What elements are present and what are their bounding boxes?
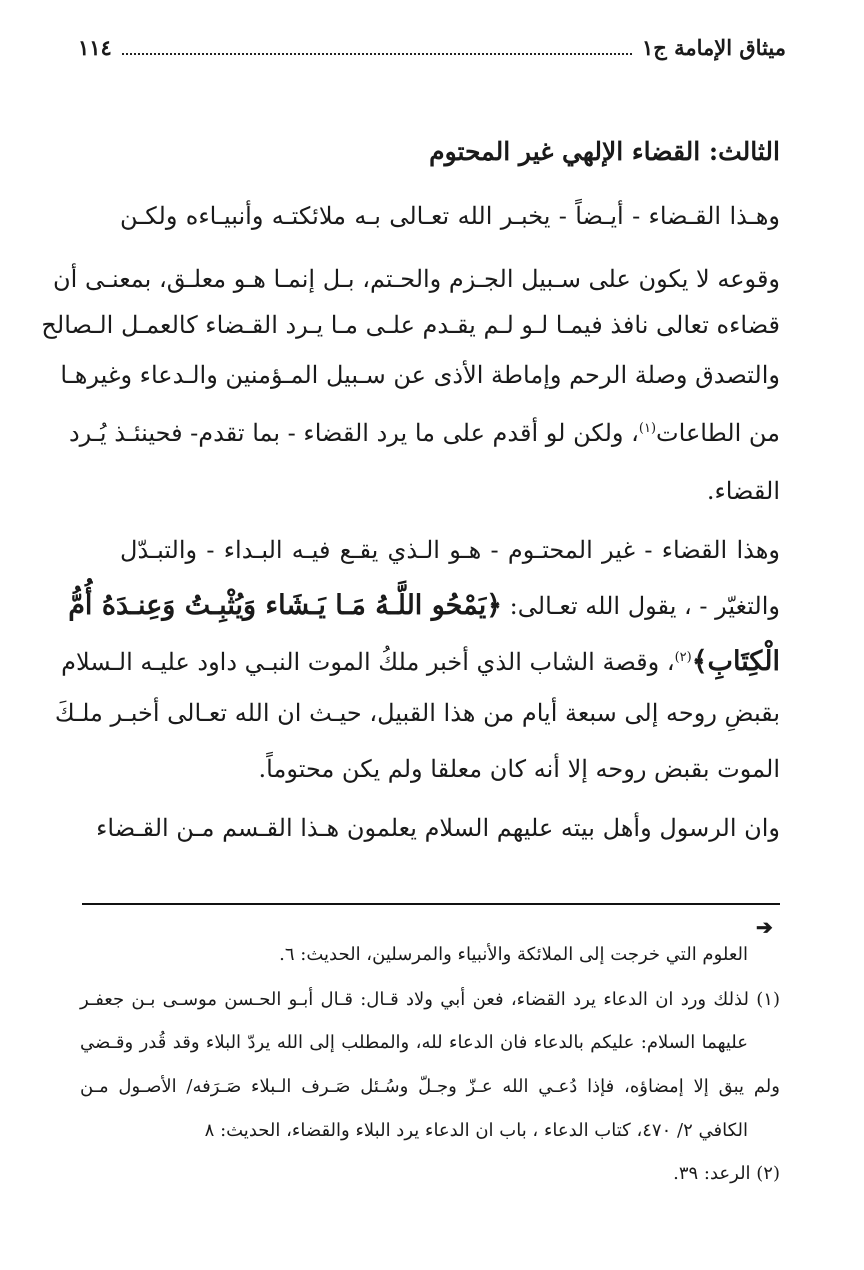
footnote-1-line-3: ولم يبق إلا إمضاؤه، فإذا دُعـي الله عـزّ وجـلّ وسُـئل صَـرف الـبلاء صَـرَفه/ الأصـول مـن: [80, 1076, 780, 1097]
section-heading-lead: الثالث: [718, 137, 780, 166]
footnote-1-line-2: عليهما السلام: عليكم بالدعاء فان الدعاء لله، والمطلب إلى الله يردّ البلاء وقد قُدر وقـضي: [80, 1032, 748, 1053]
book-title: ميثاق الإمامة ج١: [641, 34, 786, 60]
footnote-continuation: العلوم التي خرجت إلى الملائكة والأنبياء والمرسلين، الحديث: ٦.: [279, 944, 748, 965]
body-line-11: الموت بقبض روحه إلا أنه كان معلقا ولم يكن محتوماً.: [258, 755, 780, 783]
running-header: [78, 30, 786, 64]
body-line-4: والتصدق وصلة الرحم وإماطة الأذى عن سـبيل المـؤمنين والـدعاء وغيرهـا: [60, 361, 780, 389]
section-heading-text: : القضاء الإلهي غير المحتوم: [429, 137, 719, 166]
footnote-ref-1[interactable]: (١): [638, 421, 657, 436]
body-line-5-end: ، ولكن لو أقدم على ما يرد القضاء - بما تقدم- فحينئـذ يُـرد: [68, 419, 639, 447]
body-line-2: وقوعه لا يكون على سـبيل الجـزم والحـتم، بـل إنمـا هـو معلـق، بمعنـى أن: [53, 265, 780, 293]
body-line-9: [61, 639, 780, 685]
body-line-8-start: والتغيّر - ، يقول الله تعـالى:: [502, 592, 780, 620]
body-line-9-end: ، وقصة الشاب الذي أخبر ملكُ الموت النبـي داود عليـه الـسلام: [61, 648, 675, 676]
footnote-separator: [82, 903, 780, 905]
quran-verse-part-2: الْكِتَابِ﴾: [691, 646, 780, 677]
continuation-arrow-icon: ➔: [756, 915, 773, 939]
body-line-12: وان الرسول وأهل بيته عليهم السلام يعلمون هـذا القـسم مـن القـضاء: [96, 814, 780, 842]
footnote-1-line-1: (١) لذلك ورد ان الدعاء يرد القضاء، فعن أبي ولاد قـال: قـال أبـو الحـسن موسـى بـن جعفـر: [80, 989, 780, 1010]
footnote-ref-2[interactable]: (٢): [674, 650, 692, 665]
body-line-5-start: من الطاعات: [656, 419, 780, 447]
body-line-10: بقبضِ روحه إلى سبعة أيام من هذا القبيل، حيـث ان الله تعـالى أخبـر ملـكَ: [54, 699, 780, 727]
section-heading: [429, 137, 780, 166]
body-line-1: وهـذا القـضاء - أيـضاً - يخبـر الله تعـالى بـه ملائكتـه وأنبيـاءه ولكـن: [120, 202, 780, 230]
footnote-1-line-4: الكافي ٢/ ٤٧٠، كتاب الدعاء ، باب ان الدعاء يرد البلاء والقضاء، الحديث: ٨: [204, 1120, 748, 1141]
header-dotted-leader: [122, 39, 632, 55]
body-line-8: [68, 583, 780, 629]
body-line-3: قضاءه تعالى نافذ فيمـا لـو لـم يقـدم علـى مـا يـرد القـضاء كالعمـل الـصالح: [41, 311, 780, 339]
page-number: ١١٤: [78, 34, 112, 60]
body-line-5: [68, 410, 780, 456]
body-line-7: وهذا القضاء - غير المحتـوم - هـو الـذي يقـع فيـه البـداء - والتبـدّل: [120, 536, 780, 564]
quran-verse-part-1: ﴿يَمْحُو اللَّـهُ مَـا يَـشَاء وَيُثْبِـتُ وَعِنـدَهُ أُمُّ: [68, 590, 503, 621]
body-line-6: القضاء.: [706, 477, 780, 505]
footnote-2: (٢) الرعد: ٣٩.: [673, 1163, 780, 1184]
